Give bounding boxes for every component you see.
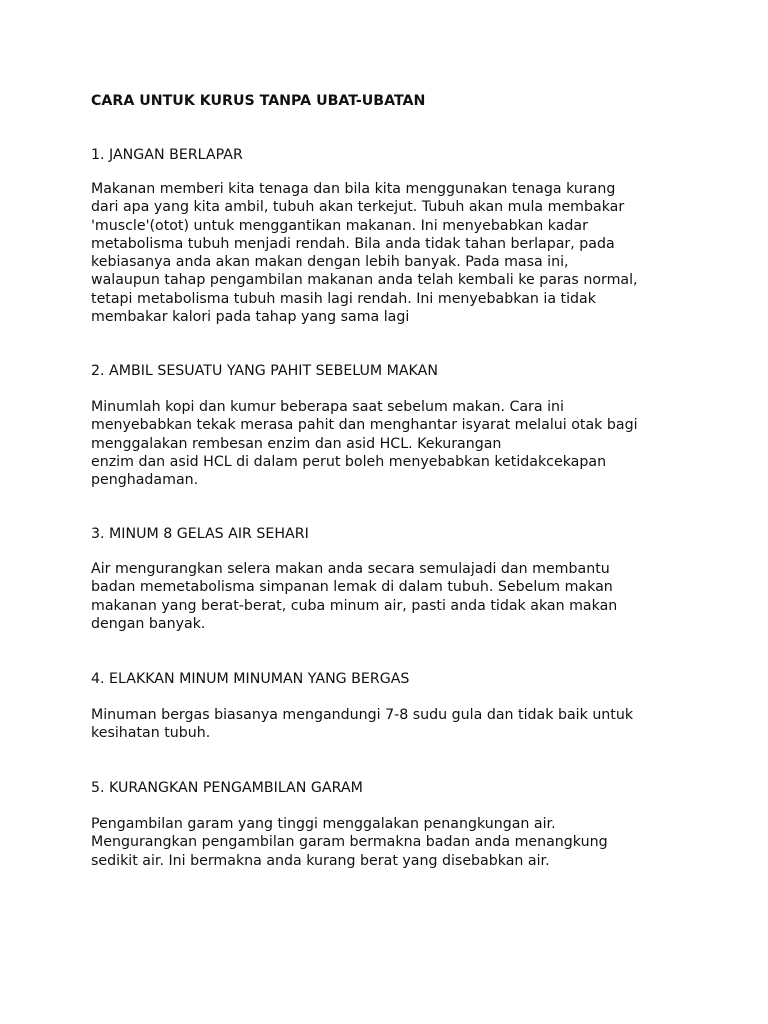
paragraph-line: Air mengurangkan selera makan anda secara semulajadi dan membantu xyxy=(91,561,610,577)
paragraph-line: 'muscle'(otot) untuk menggantikan makanan. Ini menyebabkan kadar xyxy=(91,217,588,234)
section-4-paragraph xyxy=(91,706,633,743)
document-title: CARA UNTUK KURUS TANPA UBAT-UBATAN xyxy=(91,93,426,109)
section-1-heading: 1. JANGAN BERLAPAR xyxy=(91,147,243,163)
paragraph-line: badan memetabolisma simpanan lemak di dalam tubuh. Sebelum makan xyxy=(91,579,613,596)
paragraph-line: tetapi metabolisma tubuh masih lagi rendah. Ini menyebabkan ia tidak xyxy=(91,290,596,307)
section-4-heading: 4. ELAKKAN MINUM MINUMAN YANG BERGAS xyxy=(91,671,410,687)
paragraph-line: membakar kalori pada tahap yang sama lagi xyxy=(91,309,410,326)
section-2-paragraph xyxy=(91,398,638,489)
paragraph-line: dengan banyak. xyxy=(91,615,206,632)
paragraph-line: makanan yang berat-berat, cuba minum air, pasti anda tidak akan makan xyxy=(91,597,618,614)
paragraph-line: menggalakan rembesan enzim dan asid HCL. Kekurangan xyxy=(91,435,502,452)
section-5-heading: 5. KURANGKAN PENGAMBILAN GARAM xyxy=(91,780,363,796)
paragraph-line: kebiasanya anda akan makan dengan lebih banyak. Pada masa ini, xyxy=(91,254,569,271)
paragraph-line: Minuman bergas biasanya mengandungi 7-8 sudu gula dan tidak baik untuk xyxy=(91,707,634,723)
paragraph-line: Makanan memberi kita tenaga dan bila kita menggunakan tenaga kurang xyxy=(91,181,616,197)
paragraph-line: dari apa yang kita ambil, tubuh akan terkejut. Tubuh akan mula membakar xyxy=(91,199,625,216)
paragraph-line: Pengambilan garam yang tinggi menggalakan penangkungan air. xyxy=(91,816,556,832)
section-1-paragraph xyxy=(91,180,638,326)
paragraph-line: sedikit air. Ini bermakna anda kurang berat yang disebabkan air. xyxy=(91,852,550,869)
paragraph-line: metabolisma tubuh menjadi rendah. Bila anda tidak tahan berlapar, pada xyxy=(91,235,615,252)
paragraph-line: walaupun tahap pengambilan makanan anda telah kembali ke paras normal, xyxy=(91,272,638,289)
section-3-heading: 3. MINUM 8 GELAS AIR SEHARI xyxy=(91,526,309,542)
section-2-heading: 2. AMBIL SESUATU YANG PAHIT SEBELUM MAKAN xyxy=(91,363,438,379)
paragraph-line: penghadaman. xyxy=(91,472,199,489)
paragraph-line: menyebabkan tekak merasa pahit dan menghantar isyarat melalui otak bagi xyxy=(91,417,638,434)
paragraph-line: Mengurangkan pengambilan garam bermakna badan anda menangkung xyxy=(91,834,608,851)
paragraph-line: Minumlah kopi dan kumur beberapa saat sebelum makan. Cara ini xyxy=(91,399,564,415)
paragraph-line: kesihatan tubuh. xyxy=(91,725,211,742)
section-5-paragraph xyxy=(91,815,608,870)
paragraph-line: enzim dan asid HCL di dalam perut boleh menyebabkan ketidakcekapan xyxy=(91,453,607,470)
section-3-paragraph xyxy=(91,560,617,633)
